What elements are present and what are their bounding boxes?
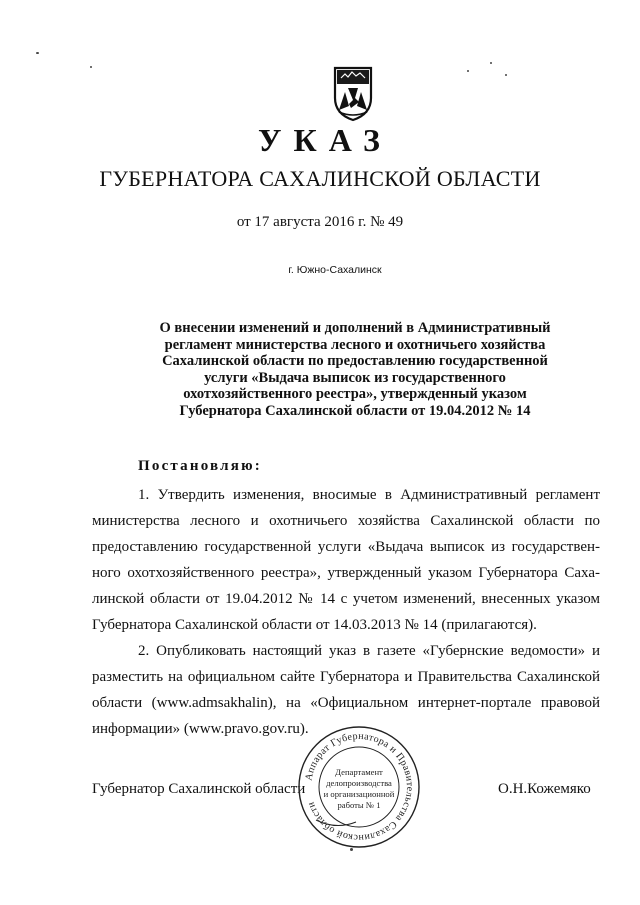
stamp-center-line: Департамент: [335, 767, 383, 777]
heading-line: О внесении изменений и дополнений в Административный: [159, 320, 551, 336]
document-title: УКАЗ: [258, 122, 392, 158]
stamp-center-line: и организационной: [323, 789, 395, 799]
body-line: 1. Утвердить изменения, вносимые в Административный регламент: [138, 487, 600, 503]
signer-title: Губернатор Сахалинской области: [92, 781, 306, 797]
body-line: линской области от 19.04.2012 № 14 с учетом изменений, внесенных указом: [92, 591, 600, 607]
heading-line: Сахалинской области по предоставлению государственной: [162, 353, 548, 369]
stamp-center-line: работы № 1: [337, 800, 381, 810]
heading-line: услуги «Выдача выписок из государственного: [204, 369, 506, 386]
body-line: 2. Опубликовать настоящий указ в газете «Губернские ведомости» и: [138, 643, 600, 659]
heading-line: охотхозяйственного реестра», утвержденный указом: [183, 386, 527, 402]
body-line: предоставлению государственной услуги «Выдача выписок из государствен-: [92, 539, 600, 555]
signer-name: О.Н.Кожемяко: [498, 781, 591, 797]
body-line: области (www.admsakhalin), на «Официальном интернет-портале правовой: [92, 695, 600, 711]
decree-word: Постановляю:: [138, 458, 262, 474]
body-line: информации» (www.pravo.gov.ru).: [92, 721, 309, 737]
city-line: г. Южно-Сахалинск: [288, 264, 382, 276]
body-line: министерства лесного и охотничьего хозяйства Сахалинской области по: [92, 513, 600, 529]
official-round-stamp: [296, 724, 422, 850]
body-line: Губернатора Сахалинской области от 14.03.2013 № 14 (прилагаются).: [92, 617, 537, 633]
coat-of-arms-emblem: [331, 62, 375, 122]
heading-line: Губернатора Сахалинской области от 19.04.2012 № 14: [179, 402, 531, 419]
heading-line: регламент министерства лесного и охотничьего хозяйства: [164, 336, 546, 353]
stamp-center-line: делопроизводства: [326, 778, 392, 788]
date-number-line: от 17 августа 2016 г. № 49: [236, 214, 404, 230]
body-line: ного охотхозяйственного реестра», утвержденный указом Губернатора Саха-: [92, 565, 600, 581]
body-line: разместить на официальном сайте Губернатора и Правительства Сахалинской: [92, 669, 600, 685]
decree-heading: [120, 320, 590, 419]
stamp-ring-text: Аппарат Губернатора и Правительства Сахалинской области: [303, 730, 416, 844]
issuer-subtitle: ГУБЕРНАТОРА САХАЛИНСКОЙ ОБЛАСТИ: [99, 166, 541, 191]
